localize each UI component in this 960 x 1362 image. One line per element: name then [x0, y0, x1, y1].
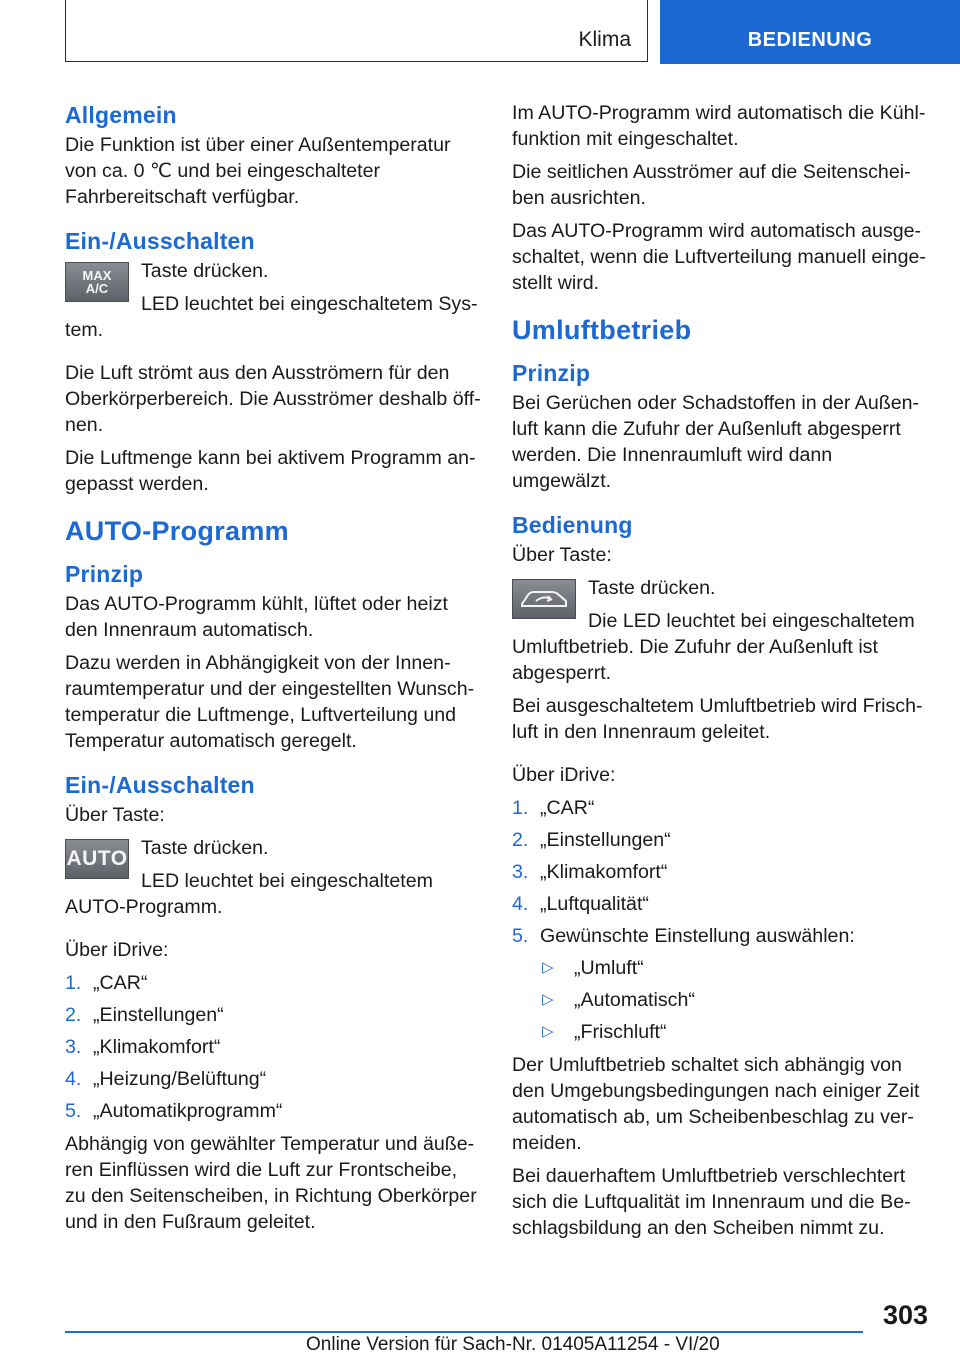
option-item: ▷ „Frischluft“ — [542, 1021, 667, 1043]
heading-prinzip: Prinzip — [65, 561, 144, 587]
ac-key-label: A/C — [85, 281, 109, 296]
section-title: Klima — [578, 28, 631, 51]
paragraph-allgemein: Die Funktion ist über einer Außentemperatur von ca. 0 ℃ und bei eingeschalteter Fahrbereitschaft verfügbar. — [65, 134, 451, 208]
heading-ein-ausschalten-auto: Ein-/Ausschalten — [65, 772, 255, 798]
footer-version: Online Version für Sach-Nr. 01405A11254 - VI/20 — [306, 1334, 720, 1355]
left-column — [65, 100, 481, 1242]
paragraph-frischluft: Bei ausgeschaltetem Umluftbetrieb wird Frischluft in den Innenraum geleitet. — [512, 695, 923, 743]
paragraph-taste-auto: Taste drücken. — [141, 837, 269, 859]
list-item: 1. „CAR“ — [65, 972, 148, 994]
paragraph-ueber-idrive: Über iDrive: — [65, 939, 169, 961]
list-item: 5. Gewünschte Einstellung auswählen: ▷ „Umluft“ ▷ „Automatisch“ ▷ „Frischluft“ — [512, 923, 928, 1045]
paragraph-schaltet-ab: Der Umluftbetrieb schaltet sich abhängig von den Umgebungsbedingungen nach einiger Zeit automatisch ab, um Scheibenbeschlag zu vermeiden. — [512, 1054, 920, 1154]
paragraph-abhaengig: Abhängig von gewählter Temperatur und äußeren Einflüssen wird die Luft zur Frontscheibe, zu den Seitenscheiben, in Richtung Oberkörper und in den Fußraum geleitet. — [65, 1133, 477, 1233]
max-key-label: MAX — [82, 268, 112, 283]
paragraph-ausgeschaltet: Das AUTO-Programm wird automatisch ausgeschaltet, wenn die Luftverteilung manuell eingestellt wird. — [512, 220, 926, 294]
paragraph-ueber-idrive-umluft: Über iDrive: — [512, 764, 616, 786]
paragraph-led: LED leuchtet bei eingeschaltetem System. — [65, 293, 478, 341]
paragraph-luftmenge: Die Luftmenge kann bei aktivem Programm angepasst werden. — [65, 447, 476, 495]
list-item: 4. „Luftqualität“ — [512, 893, 649, 915]
paragraph-led-umluft: Die LED leuchtet bei eingeschaltetem Umluftbetrieb. Die Zufuhr der Außenluft ist abgesperrt. — [512, 610, 915, 684]
auto-key-row — [65, 835, 481, 927]
option-item: ▷ „Automatisch“ — [542, 989, 695, 1011]
heading-allgemein: Allgemein — [65, 102, 177, 128]
header-frame — [65, 0, 648, 62]
list-item: 2. „Einstellungen“ — [512, 829, 671, 851]
heading-prinzip-umluft: Prinzip — [512, 360, 591, 386]
list-item: 3. „Klimakomfort“ — [65, 1036, 221, 1058]
triangle-bullet-icon: ▷ — [542, 1023, 554, 1040]
heading-umluftbetrieb: Umluftbetrieb — [512, 315, 692, 345]
paragraph-taste-umluft: Taste drücken. — [588, 577, 716, 599]
paragraph-ueber-taste: Über Taste: — [65, 804, 165, 826]
chapter-tab[interactable]: BEDIENUNG — [660, 0, 960, 64]
auto-key-icon: AUTO — [65, 839, 129, 879]
triangle-bullet-icon: ▷ — [542, 991, 554, 1008]
heading-bedienung: Bedienung — [512, 512, 633, 538]
option-item: ▷ „Umluft“ — [542, 957, 644, 979]
recirculation-icon — [512, 579, 576, 619]
page-number: 303 — [882, 1300, 928, 1330]
list-item: 5. „Automatikprogramm“ — [65, 1100, 283, 1122]
right-column — [512, 100, 928, 1248]
footer-divider — [65, 1331, 863, 1333]
heading-ein-ausschalten: Ein-/Ausschalten — [65, 228, 255, 254]
paragraph-taste: Taste drücken. — [141, 260, 269, 282]
paragraph-dazu: Dazu werden in Abhängigkeit von der Innenraumtemperatur und der eingestellten Wunschtemperatur die Luftmenge, Luftverteilung und Temperatur automatisch geregelt. — [65, 652, 475, 752]
paragraph-ueber-taste-umluft: Über Taste: — [512, 544, 612, 566]
paragraph-led-auto: LED leuchtet bei eingeschaltetem AUTO-Programm. — [65, 870, 433, 918]
list-item: 4. „Heizung/Belüftung“ — [65, 1068, 267, 1090]
paragraph-dauerhaft: Bei dauerhaftem Umluftbetrieb verschlechtert sich die Luftqualität im Innenraum und die Beschlagsbildung an den Scheiben nimmt zu. — [512, 1165, 911, 1239]
umluft-key-row — [512, 575, 928, 693]
paragraph-luft: Die Luft strömt aus den Ausströmern für den Oberkörperbereich. Die Ausströmer deshalb öffnen. — [65, 362, 481, 436]
max-ac-key-row — [65, 258, 481, 350]
heading-auto-programm: AUTO-Programm — [65, 516, 289, 546]
idrive-steps-list-umluft — [512, 795, 928, 1045]
paragraph-prinzip: Das AUTO-Programm kühlt, lüftet oder heizt den Innenraum automatisch. — [65, 593, 448, 641]
option-list — [540, 955, 928, 1045]
idrive-steps-list — [65, 970, 481, 1124]
paragraph-kuehlfunktion: Im AUTO-Programm wird automatisch die Kühlfunktion mit eingeschaltet. — [512, 102, 926, 150]
list-item: 2. „Einstellungen“ — [65, 1004, 224, 1026]
triangle-bullet-icon: ▷ — [542, 959, 554, 976]
list-item: 1. „CAR“ — [512, 797, 595, 819]
max-ac-key-icon — [65, 262, 129, 302]
paragraph-seitlich: Die seitlichen Ausströmer auf die Seitenscheiben ausrichten. — [512, 161, 911, 209]
paragraph-prinzip-umluft: Bei Gerüchen oder Schadstoffen in der Außenluft kann die Zufuhr der Außenluft abgesperrt werden. Die Innenraumluft wird dann umgewälzt. — [512, 392, 920, 492]
list-item: 3. „Klimakomfort“ — [512, 861, 668, 883]
